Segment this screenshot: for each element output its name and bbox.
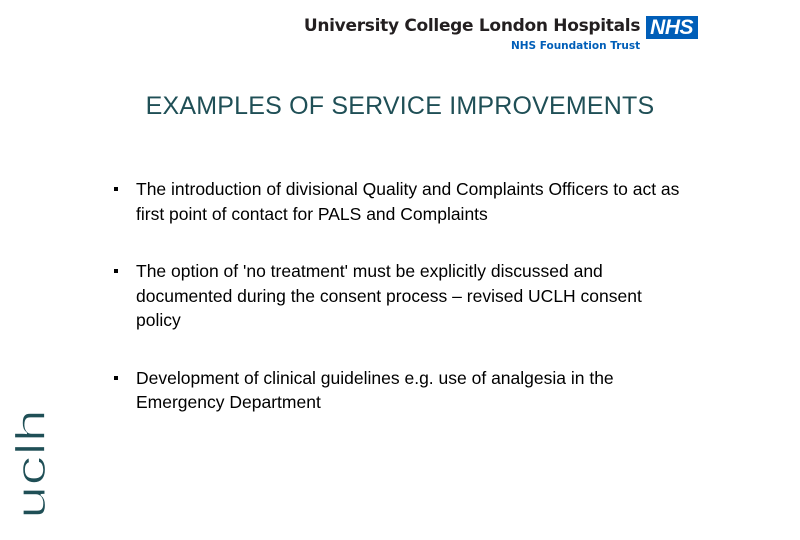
header: [304, 14, 698, 52]
bullet-marker-icon: [114, 269, 118, 273]
organization-name-block: [304, 14, 640, 52]
bullet-item: [108, 177, 688, 226]
bullet-text: Development of clinical guidelines e.g. use of analgesia in the Emergency Department: [136, 367, 614, 412]
slide-title: EXAMPLES OF SERVICE IMPROVEMENTS: [145, 92, 655, 120]
bullet-marker-icon: [114, 376, 118, 380]
nhs-logo: NHS: [646, 16, 698, 39]
bullet-item: [108, 259, 688, 333]
bullet-marker-icon: [114, 187, 118, 191]
bullet-text: The option of 'no treatment' must be explicitly discussed and documented during the consent process – revised UCLH consent policy: [136, 261, 642, 330]
uclh-logo: [7, 406, 54, 521]
organization-subtitle: NHS Foundation Trust: [510, 40, 641, 52]
bullet-item: [108, 366, 688, 415]
bullet-text: The introduction of divisional Quality and Complaints Officers to act as first point of contact for PALS and Complaints: [136, 179, 680, 224]
bullet-list: [108, 177, 688, 415]
organization-name: University College London Hospitals: [303, 16, 641, 36]
uclh-logo-text: uclh: [7, 441, 54, 519]
